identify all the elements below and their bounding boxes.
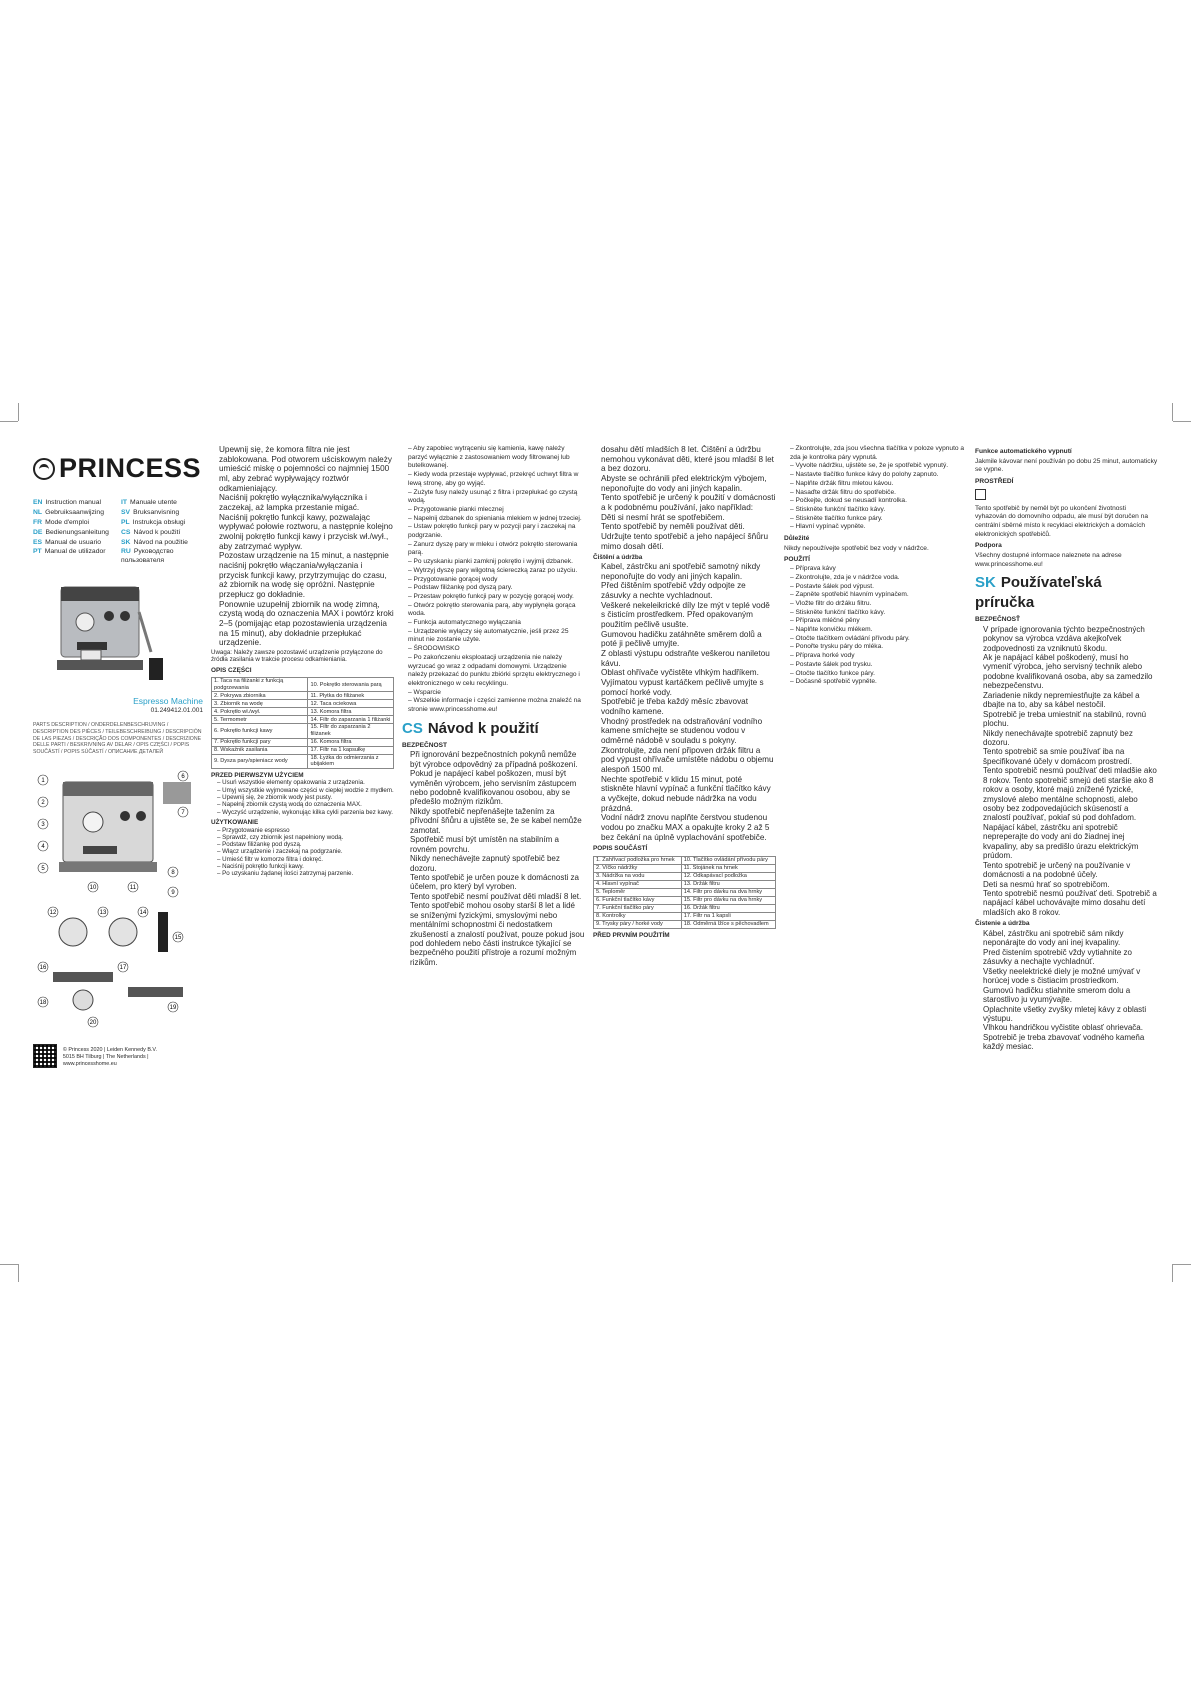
first-use-item: – Nasaďte držák filtru do spotřebiče. (790, 489, 967, 498)
clean-item: • Spotřebič je třeba každý měsíc zbavovat vodního kamene. (601, 697, 776, 716)
language-item (33, 548, 115, 566)
safety-item: • Tento spotřebič je určený k použití v domácnosti a k podobnému používání, jako například: (601, 493, 776, 512)
parts-cell: 9. Dysza pary/spieniacz wody (212, 754, 308, 768)
usage-item: – ŚRODOWISKO (408, 645, 585, 654)
parts-table (211, 677, 394, 769)
safety-item: • Tento spotrebič sa smie používať iba na špecifikované účely v domácom prostredí. (983, 747, 1158, 766)
safety-item: • Deti sa nesmú hrať so spotrebičom. (983, 880, 1158, 889)
use-item: – Postavte šálek pod výpust. (790, 583, 967, 592)
descaling-steps (211, 445, 394, 648)
clean-item: • Pred čistením spotrebič vždy vytiahnite zo zásuvky a nechajte vychladnúť. (983, 948, 1158, 967)
cs-code: CS (402, 719, 423, 737)
clean-item: • Gumovú hadičku stiahnite smerom dolu a starostlivo ju vyumývajte. (983, 986, 1158, 1005)
callout-number: 19 (169, 1005, 177, 1012)
usage-item: – Wytrzyj dyszę pary wilgotną ściereczką zaraz po użyciu. (408, 567, 585, 576)
first-use-item: – Počkejte, dokud se neusadí kontrolka. (790, 497, 967, 506)
use-item: – Postavte šálek pod trysku. (790, 661, 967, 670)
parts-row (594, 920, 776, 928)
safety-item: • Abyste se ochránili před elektrickým výbojem, neponořujte do vody ani jiných kapalin. (601, 474, 776, 493)
parts-cell: 9. Trysky páry / horké vody (594, 920, 682, 928)
use-item: – Naplňte konvičku mlékem. (790, 626, 967, 635)
safety-item: • Nikdy spotřebič nepřenášejte tažením za přívodní šňůru a ujistěte se, že se kabel nemůže zamotat. (410, 807, 585, 835)
clean-item: • Všetky neelektrické diely je možné umývať v horúcej vode s čistiacim prostriedkom. (983, 967, 1158, 986)
usage-item: – Włącz urządzenie i zaczekaj na podgrzanie. (217, 848, 394, 855)
column-cs-3 (784, 445, 967, 1245)
language-code: RU (121, 548, 131, 556)
parts-row (594, 856, 776, 864)
parts-cell: 7. Funkční tlačítko páry (594, 904, 682, 912)
support-text: Všechny dostupné informace naleznete na adrese www.princesshome.eu! (975, 552, 1122, 568)
cs-parts-table (593, 856, 776, 929)
environment-text: Tento spotřebič by neměl být po ukončení životnosti vyhazován do domovního odpadu, ale musí být doručen na centrální sběrné místo k recyklaci elektrických a domácích elektronických spotřebičů. (975, 504, 1149, 538)
callout-number: 17 (119, 965, 127, 972)
sk-safety-list (975, 625, 1158, 918)
clean-item: • Oblast ohřívače vyčistěte vlhkým hadříkem. (601, 668, 776, 678)
safety-item: • Tento spotrebič je určený na používanie v domácnosti a na podobné účely. (983, 861, 1158, 880)
first-use-item: – Napełnij zbiornik czystą wodą do oznaczenia MAX. (217, 801, 394, 808)
parts-row (594, 904, 776, 912)
first-use-heading: PRZED PIERWSZYM UŻYCIEM (211, 771, 304, 779)
cs-safety-continued (593, 445, 776, 551)
usage-item: – Wszelkie informacje i części zamienne można znaleźć na stronie www.princesshome.eu! (408, 697, 585, 714)
usage-item: – Zanurz dyszę pary w mleku i otwórz pokrętło sterowania parą. (408, 541, 585, 558)
crown-icon (33, 458, 55, 480)
usage-heading: UŻYTKOWANIE (211, 818, 259, 826)
callout-number: 10 (89, 885, 97, 892)
sk-clean-heading: Čistenie a údržba (975, 920, 1030, 928)
crop-mark (18, 403, 19, 421)
use-item: – Příprava kávy (790, 565, 967, 574)
clean-item: • Před čištěním spotřebič vždy odpojte ze zásuvky a nechte vychladnout. (601, 581, 776, 600)
callout-number: 20 (89, 1020, 97, 1027)
parts-cell: 2. Víčko nádržky (594, 864, 682, 872)
clean-item: • Gumovou hadičku zatáhněte směrem dolů a poté ji pečlivě umyjte. (601, 630, 776, 649)
cs-clean-heading: Čištění a údržba (593, 554, 643, 562)
language-label: Mode d'emploi (45, 518, 90, 526)
clean-item: • Oplachnite všetky zvyšky mletej kávy z oblasti výstupu. (983, 1005, 1158, 1024)
language-label: Bruksanvisning (133, 508, 180, 516)
usage-item: – Po uzyskaniu żądanej ilości zatrzymaj parzenie. (217, 870, 394, 877)
first-use-item: – Zkontrolujte, zda jsou všechna tlačítka v poloze vypnuto a zda je kontrolka páry vypnutá. (790, 445, 967, 462)
cs-parts-heading: POPIS SOUČÁSTÍ (593, 845, 648, 853)
cs-use-heading: POUŽITÍ (784, 556, 811, 564)
language-item (121, 499, 203, 508)
language-label: Gebruiksaanwijzing (45, 508, 104, 516)
parts-cell: 18. Odměrná lžíce s pěchovadlem (681, 920, 775, 928)
parts-row (212, 716, 394, 724)
callout-number: 1 (41, 778, 45, 785)
usage-item: – Umieść filtr w komorze filtra i dokręć. (217, 856, 394, 863)
parts-cell: 14. Filtr pro dávku na dva hrnky (681, 888, 775, 896)
language-code: IT (121, 498, 128, 506)
usage-item: – Ustaw pokrętło funkcji pary w pozycji pary i zaczekaj na podgrzanie. (408, 523, 585, 540)
parts-cell: 7. Pokrętło funkcji pary (212, 738, 308, 746)
usage-item: – Otwórz pokrętło sterowania parą, aby wypłynęła gorąca woda. (408, 602, 585, 619)
parts-row (212, 746, 394, 754)
sk-code: SK (975, 574, 996, 592)
parts-row (212, 692, 394, 700)
usage-item: – Przygotowanie espresso (217, 827, 394, 834)
use-item: – Otočte tlačítko funkce páry. (790, 670, 967, 679)
sk-clean-list (975, 929, 1158, 1052)
use-item: – Dočasně spotřebič vypněte. (790, 678, 967, 687)
parts-cell: 17. Filtr na 1 kapsułkę (308, 746, 394, 754)
crop-mark (1173, 1264, 1191, 1265)
language-label: Руководство пользователя (121, 548, 174, 565)
usage-item: – Urządzenie wyłączy się automatycznie, jeśli przez 25 minut nie zostanie użyte. (408, 628, 585, 645)
parts-cell: 13. Držák filtru (681, 880, 775, 888)
cs-use-list (784, 565, 967, 687)
safety-item: • Spotřebič musí být umístěn na stabilním a rovném povrchu. (410, 835, 585, 854)
safety-item: • Tento spotřebič nesmí používat děti mladší 8 let. Tento spotřebič mohou osoby starší 8 let a lidé se sníženými fyzickými, smyslovými nebo mentálními schopnostmi či nedostatkem zkušeností a znalostí používat, pouze pokud jsou pod dohledem nebo části instrukce týkající se bezpečného použití přístroje a rozumí možným rizikům. (410, 892, 585, 968)
product-code: 01.249412.01.001 (150, 707, 203, 715)
parts-row (594, 912, 776, 920)
safety-item: • Děti si nesmí hrát se spotřebičem. (601, 513, 776, 523)
cs-title: Návod k použití (427, 719, 539, 737)
cs-first-heading: PŘED PRVNÍM POUŽITÍM (593, 931, 670, 939)
company-address: 5015 BH Tilburg | The Netherlands | www.princesshome.eu (62, 1053, 149, 1067)
first-use-item: – Hlavní vypínač vypněte. (790, 523, 967, 532)
parts-cell: 3. Nádržka na vodu (594, 872, 682, 880)
language-label: Návod na použitie (133, 538, 188, 546)
clean-item: • Vhodný prostředek na odstraňování vodního kamene smíchejte se studenou vodou v odměrné nádobě v souladu s pokyny. (601, 717, 776, 746)
instruction-item: • Naciśnij pokrętło funkcji kawy, pozwalając wypływać połowie roztworu, a następnie kolejno zwolnij pokrętło funkcji kawy i przycisk wł./wył., aby zatrzymać wypływ. (219, 513, 394, 552)
callout-number: 6 (181, 774, 185, 781)
language-item (33, 539, 115, 548)
first-use-item: – Vyvolte nádržku, ujistěte se, že je spotřebič vypnutý. (790, 462, 967, 471)
first-use-item: – Usuń wszystkie elementy opakowania z urządzenia. (217, 779, 394, 786)
language-label: Návod k použití (133, 528, 181, 536)
safety-item: • Ak je napájací kábel poškodený, musí ho vymeniť výrobca, jeho servisný technik alebo podobne kvalifikovaná osoba, aby sa zamedzilo nebezpečenstvu. (983, 653, 1158, 691)
copyright: © Princess 2020 | Leiden Kennedy B.V. (62, 1046, 158, 1053)
parts-cell: 1. Taca na filiżanki z funkcją podgrzewania (212, 678, 308, 692)
language-code: PT (33, 548, 42, 556)
parts-cell: 6. Pokrętło funkcji kawy (212, 724, 308, 738)
auto-off-text: Jakmile kávovar není používán po dobu 25 minut, automaticky se vypne. (975, 457, 1158, 474)
language-item (121, 539, 203, 548)
usage-item: – Funkcja automatycznego wyłączania (408, 619, 585, 628)
safety-item: • Spotrebič je treba umiestniť na stabilnú, rovnú plochu. (983, 710, 1158, 729)
language-code: SV (121, 508, 131, 516)
safety-item: • Tento spotřebič je určen pouze k domácnosti za účelem, pro který byl vyroben. (410, 873, 585, 892)
cs-safety-list (402, 750, 585, 967)
parts-cell: 15. Filtr do zaparzania 2 filiżanek (308, 724, 394, 738)
first-use-item: – Umyj wszystkie wyjmowane części w ciepłej wodzie z mydłem. (217, 787, 394, 794)
parts-cell: 5. Teploměr (594, 888, 682, 896)
cover-footer (33, 1044, 203, 1068)
parts-row (594, 880, 776, 888)
language-label: Bedienungsanleitung (45, 528, 109, 536)
parts-cell: 14. Filtr do zaparzania 1 filiżanki (308, 716, 394, 724)
callout-number: 11 (129, 885, 137, 892)
column-pl-cs (402, 445, 585, 1245)
safety-item: • Pokud je napájecí kabel poškozen, musí být vyměněn výrobcem, jeho servisním zástupcem nebo podobně kvalifikovanou osobou, aby se předešlo možným rizikům. (410, 769, 585, 807)
callout-number: 8 (171, 870, 175, 877)
parts-heading: OPIS CZĘŚCI (211, 666, 252, 674)
parts-cell: 15. Filtr pro dávku na dva hrnky (681, 896, 775, 904)
parts-cell: 17. Filtr na 1 kapsli (681, 912, 775, 920)
parts-cell: 12. Odkapávací podložka (681, 872, 775, 880)
parts-cell: 4. Pokrętło wł./wył. (212, 708, 308, 716)
clean-item: • Vlhkou handričkou vyčistite oblasť ohrievača. (983, 1023, 1158, 1032)
language-label: Manual de utilizador (44, 548, 106, 556)
language-label: Instruction manual (45, 498, 101, 506)
usage-item: – Podstaw filiżankę pod dyszą pary. (408, 584, 585, 593)
language-code: CS (121, 528, 131, 536)
safety-item: • Nikdy nenechávejte zapnutý spotřebič bez dozoru. (410, 854, 585, 873)
parts-row (594, 896, 776, 904)
safety-item: • Při ignorování bezpečnostních pokynů nemůže být výrobce odpovědný za případná poškození. (410, 750, 585, 769)
language-code: PL (121, 518, 130, 526)
first-use-item: – Upewnij się, że zbiornik wody jest pusty. (217, 794, 394, 801)
use-item: – Zkontrolujte, zda je v nádržce voda. (790, 574, 967, 583)
instruction-item: • Ponownie uzupełnij zbiornik na wodę zimną, czystą wodą do oznaczenia MAX i powtórz kroki 2–5 (pomijając etap pozostawienia urządzenia na 15 minut), aby dokładnie przepłukać urządzenie. (219, 600, 394, 648)
safety-item: • Napájací kábel, zástrčku ani spotrebič nepreperajte do vody ani do žiadnej inej kvapaliny, aby sa predišlo úrazu elektrickým prúdom. (983, 823, 1158, 861)
parts-cell: 11. Stojánek na hrnek (681, 864, 775, 872)
espresso-machine-image (41, 572, 171, 690)
parts-cell: 10. Pokrętło sterowania parą (308, 678, 394, 692)
usage-item: – Naciśnij pokrętło funkcji kawy. (217, 863, 394, 870)
parts-row (212, 724, 394, 738)
parts-cell: 4. Hlavní vypínač (594, 880, 682, 888)
instruction-item: • Pozostaw urządzenie na 15 minut, a następnie naciśnij pokrętło włączania/wyłączania i przycisk funkcji kawy, przytrzymując do czasu, aż zbiornik na wodę się opróżni. Następnie przepłucz go dokładnie. (219, 551, 394, 599)
language-item (121, 509, 203, 518)
clean-item: • Veškeré nekeleikrické díly lze mýt v teplé vodě s čisticím prostředkem. Před opakovaným použitím pečlivě usušte. (601, 601, 776, 630)
parts-row (594, 864, 776, 872)
parts-cell: 11. Płytka do filiżanek (308, 692, 394, 700)
instruction-item: • Upewnij się, że komora filtra nie jest zablokowana. Pod otworem uściskowym należy umieścić miskę o pojemności co najmniej 1500 ml, aby zebrać wypływający roztwór odkamieniający. (219, 445, 394, 493)
sk-safety-heading: BEZPEČNOSŤ (975, 616, 1021, 624)
sk-title: Používateľská príručka (975, 574, 1102, 612)
language-item (121, 519, 203, 528)
use-item: – Stiskněte funkční tlačítko kávy. (790, 609, 967, 618)
use-item: – Zapněte spotřebič hlavním vypínačem. (790, 591, 967, 600)
usage-item: – Aby zapobiec wytrąceniu się kamienia, kawę należy parzyć wyłącznie z zastosowaniem wody filtrowanej lub butelkowanej. (408, 445, 585, 471)
usage-list (211, 827, 394, 878)
column-pl-1 (211, 445, 394, 1245)
usage-item: – Sprawdź, czy zbiornik jest napełniony wodą. (217, 834, 394, 841)
use-item: – Otočte tlačítkem ovládání přívodu páry. (790, 635, 967, 644)
crop-mark (18, 1264, 19, 1282)
parts-cell: 16. Komora filtra (308, 738, 394, 746)
use-item: – Vložte filtr do držáku filtru. (790, 600, 967, 609)
usage-item: – Przygotowanie gorącej wody (408, 576, 585, 585)
parts-cell: 13. Komora filtra (308, 708, 394, 716)
clean-item: • Z oblasti výstupu odstraňte veškerou naniletou kávu. (601, 649, 776, 668)
usage-item: – Podstaw filiżankę pod dyszą. (217, 841, 394, 848)
weee-bin-icon (975, 489, 986, 500)
parts-diagram (33, 762, 198, 1032)
usage-continued (402, 445, 585, 715)
language-label: Manuale utente (130, 498, 177, 506)
callout-number: 15 (174, 935, 182, 942)
callout-number: 3 (41, 822, 45, 829)
usage-item: – Po uzyskaniu pianki zamknij pokrętło i wyjmij dzbanek. (408, 558, 585, 567)
parts-cell: 12. Taca ociekowa (308, 700, 394, 708)
parts-cell: 8. Wskaźnik zasilania (212, 746, 308, 754)
language-item (33, 529, 115, 538)
callout-number: 14 (139, 910, 147, 917)
safety-item: • V prípade ignorovania týchto bezpečnostných pokynov sa výrobca vzdáva akejkoľvek zodpovednosti za vzniknutú škodu. (983, 625, 1158, 653)
cs-note-heading: Důležité (784, 535, 810, 543)
language-item (33, 519, 115, 528)
parts-cell: 2. Pokrywa zbiornika (212, 692, 308, 700)
callout-number: 13 (99, 910, 107, 917)
safety-item: • Nikdy nenechávajte spotrebič zapnutý bez dozoru. (983, 729, 1158, 748)
first-use-item: – Nastavte tlačítko funkce kávy do polohy zapnuto. (790, 471, 967, 480)
first-use-item: – Stiskněte tlačítko funkce páry. (790, 515, 967, 524)
support-heading: Podpora (975, 542, 1002, 550)
language-item (33, 509, 115, 518)
clean-item: • Kabel, zástrčku ani spotřebič samotný nikdy neponořujte do vody ani jiných kapalin. (601, 562, 776, 581)
instruction-item: • Naciśnij pokrętło wyłącznika/wyłącznika i zaczekaj, aż lampka przestanie migać. (219, 493, 394, 512)
parts-row (212, 738, 394, 746)
use-item: – Příprava mléčné pěny (790, 617, 967, 626)
callout-number: 5 (41, 866, 45, 873)
parts-cell: 6. Funkční tlačítko kávy (594, 896, 682, 904)
parts-cell: 16. Držák filtru (681, 904, 775, 912)
product-name: Espresso Machine (133, 696, 203, 707)
callout-number: 9 (171, 890, 175, 897)
usage-item: – Przygotowanie pianki mlecznej (408, 506, 585, 515)
clean-item: • Spotrebič je treba zbavovať vodného kameňa každý mesiac. (983, 1033, 1158, 1052)
crop-mark (1172, 1264, 1173, 1282)
parts-cell: 3. Zbiornik na wodę (212, 700, 308, 708)
clean-item: • Vodní nádrž znovu naplňte čerstvou studenou vodou po značku MAX a opakujte kroky 2 až 5 bez čekání na úplně vyplachování spotřebiče. (601, 813, 776, 842)
use-item: – Příprava horké vody (790, 652, 967, 661)
usage-item: – Kiedy woda przestaje wypływać, przekręć uchwyt filtra w lewą stronę, aby go wyjąć. (408, 471, 585, 488)
first-use-item: – Naplňte držák filtru mletou kávou. (790, 480, 967, 489)
column-cs-sk (975, 445, 1158, 1245)
brand-name: PRINCESS (59, 453, 202, 483)
safety-item: • Tento spotřebič by neměli používat děti. Udržujte tento spotřebič a jeho napájecí šňůru mimo dosah dětí. (601, 522, 776, 551)
sk-section-title (975, 573, 1158, 613)
clean-item: • Kábel, zástrčku ani spotrebič sám nikdy neponárajte do vody ani inej kvapaliny. (983, 929, 1158, 948)
parts-row (594, 872, 776, 880)
language-item (121, 529, 203, 538)
crop-mark (1173, 421, 1191, 422)
safety-item: • dosahu dětí mladších 8 let. Čištění a údržbu nemohou vykonávat děti, které jsou mladší 8 let a bez dozoru. (601, 445, 776, 474)
cs-safety-heading: BEZPEČNOST (402, 741, 448, 749)
crop-mark (1172, 403, 1173, 421)
parts-cell: 10. Tlačítko ovládání přívodu páry (681, 856, 775, 864)
language-code: SK (121, 538, 131, 546)
environment-heading: PROSTŘEDÍ (975, 478, 1014, 486)
cover-column (33, 445, 203, 1245)
parts-cell: 8. Kontrolky (594, 912, 682, 920)
language-item (33, 499, 115, 508)
parts-cell: 5. Termometr (212, 716, 308, 724)
cs-clean-list (593, 562, 776, 842)
language-code: DE (33, 528, 43, 536)
parts-cell: 18. Łyżka do odmierzania z ubijakiem (308, 754, 394, 768)
brand-logo (33, 451, 203, 487)
first-use-item: – Stiskněte funkční tlačítko kávy. (790, 506, 967, 515)
callout-number: 12 (49, 910, 57, 917)
safety-item: • Tento spotrebič nesmú používať deti mladšie ako 8 rokov. Tento spotrebič smejú deti staršie ako 8 rokov a osoby, ktoré majú znížené fyzické, zmyslové alebo mentálne schopnosti, alebo osoby bez zodpovedajúcich skúseností a znalostí používať, pokiaľ sú pod dohľadom. (983, 766, 1158, 823)
parts-caption: PARTS DESCRIPTION / ONDERDELENBESCHRIJVING / DESCRIPTION DES PIÈCES / TEILEBESCHREIBUNG / DESCRIPCIÓN DE LAS PIEZAS / DESCRIÇÃO DOS COMPONENTES / DESCRIZIONE DELLE PARTI / BESKRIVNING AV DELAR / OPIS CZĘŚCI / POPIS SOUČÁSTÍ / POPIS SÚČASTÍ / ОПИСАНИЕ ДЕТАЛЕЙ (33, 721, 202, 756)
qr-code (33, 1044, 57, 1068)
cs-first-use-list (784, 445, 967, 532)
language-label: Instrukcja obsługi (132, 518, 186, 526)
crop-mark (0, 421, 18, 422)
first-use-item: – Wyczyść urządzenie, wykonując kilka cykli parzenia bez kawy. (217, 809, 394, 816)
usage-item: – Napełnij dzbanek do spieniania mlekiem w jednej trzeciej. (408, 515, 585, 524)
first-use-list (211, 779, 394, 816)
cs-note: Nikdy nepoužívejte spotřebič bez vody v nádržce. (784, 544, 929, 552)
use-item: – Ponořte trysku páry do mléka. (790, 643, 967, 652)
usage-item: – Wsparcie (408, 689, 585, 698)
language-code: ES (33, 538, 43, 546)
clean-item: • Zkontrolujte, zda není připoven držák filtru a pod výpust ohřívače umístěte nádobu o objemu alespoň 1500 ml. (601, 746, 776, 775)
callout-number: 2 (41, 800, 45, 807)
parts-row (212, 708, 394, 716)
auto-off-heading: Funkce automatického vypnutí (975, 448, 1072, 455)
language-item (121, 548, 203, 566)
callout-number: 18 (39, 1000, 47, 1007)
parts-row (212, 700, 394, 708)
usage-item: – Przestaw pokrętło funkcji pary w pozycję gorącej wody. (408, 593, 585, 602)
language-label: Manual de usuario (45, 538, 101, 546)
crop-mark (0, 1264, 18, 1265)
manual-sheet (33, 445, 1158, 1245)
language-list (33, 499, 203, 567)
parts-row (594, 888, 776, 896)
safety-item: • Tento spotrebič nesmú používať deti. Spotrebič a napájací kábel uchovávajte mimo dosahu detí mladších ako 8 rokov. (983, 889, 1158, 917)
language-code: NL (33, 508, 43, 516)
language-code: FR (33, 518, 43, 526)
descaling-note: Uwaga: Należy zawsze pozostawić urządzenie przyłączone do źródła zasilania w trakcie procesu odkamieniania. (211, 649, 383, 664)
parts-row (212, 678, 394, 692)
usage-item: – Po zakończeniu eksploatacji urządzenia nie należy wyrzucać go wraz z odpadami domowymi. Urządzenie należy przekazać do punktu zbiórki sprzętu elektrycznego i elektronicznego w celu recyklingu. (408, 654, 585, 689)
clean-item: • Vyjímatou vypust kartáčkem pečlivě umyjte s pomocí horké vody. (601, 678, 776, 697)
clean-item: • Nechte spotřebič v klidu 15 minut, poté stiskněte hlavní vypínač a funkční tlačítko kávy a vyčkejte, dokud nebude nádržka na vodu prázdná. (601, 775, 776, 814)
usage-item: – Zużyte fusy należy usunąć z filtra i przepłukać go czystą wodą. (408, 489, 585, 506)
parts-row (212, 754, 394, 768)
parts-cell: 1. Zahřívací podložka pro hrnek (594, 856, 682, 864)
cs-section-title (402, 719, 585, 739)
callout-number: 7 (181, 810, 185, 817)
language-code: EN (33, 498, 43, 506)
callout-number: 4 (41, 844, 45, 851)
column-cs-2 (593, 445, 776, 1245)
callout-number: 16 (39, 965, 47, 972)
safety-item: • Zariadenie nikdy nepremiestňujte za kábel a dbajte na to, aby sa kábel nestočil. (983, 691, 1158, 710)
